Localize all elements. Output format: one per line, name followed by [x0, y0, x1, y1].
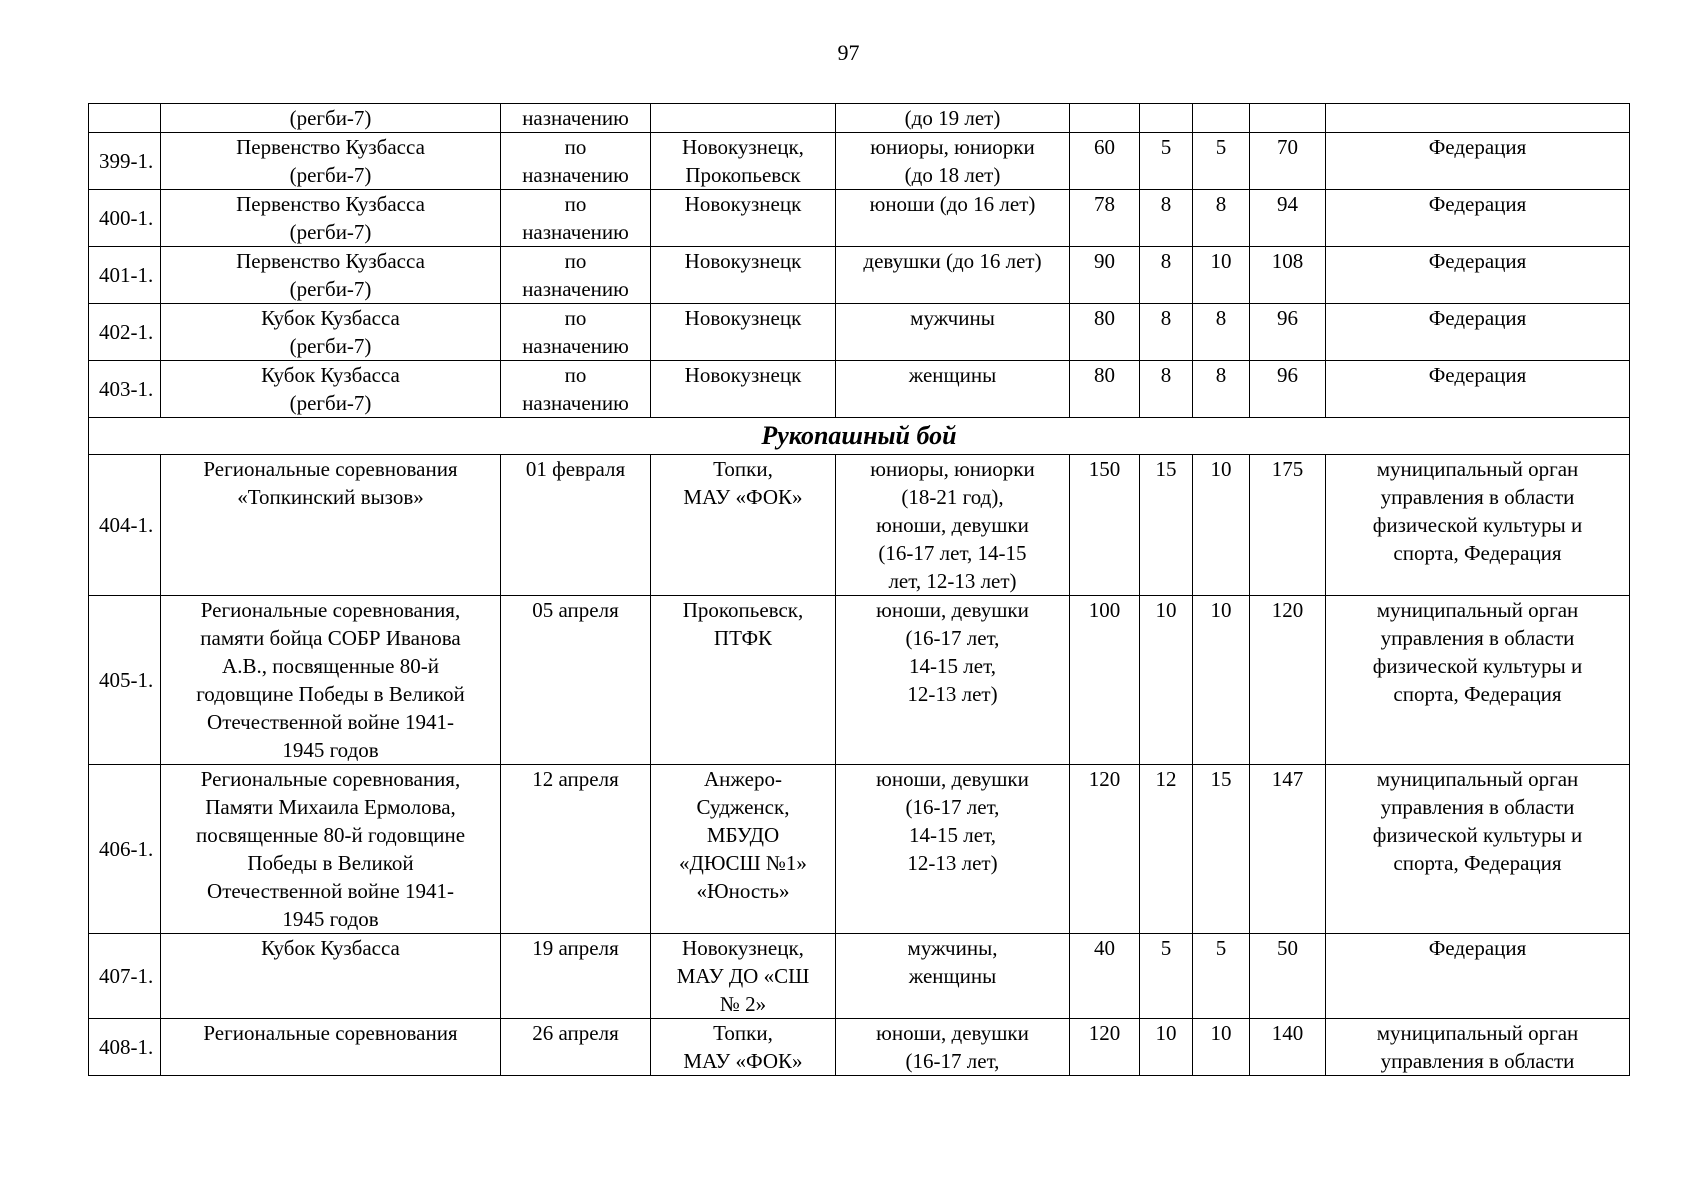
section-header-row [89, 418, 1630, 455]
event-date: 26 апреля [501, 1019, 651, 1076]
participants-count: 60 [1070, 133, 1140, 190]
event-venue [651, 104, 836, 133]
participants-count [1070, 104, 1140, 133]
participants-count: 80 [1070, 304, 1140, 361]
events-table-body [89, 104, 1630, 1076]
event-participants: (до 19 лет) [836, 104, 1070, 133]
event-participants: юниоры, юниорки (18-21 год), юноши, девушки (16-17 лет, 14-15 лет, 12-13 лет) [836, 455, 1070, 596]
organizer: Федерация [1326, 304, 1630, 361]
event-participants: мужчины [836, 304, 1070, 361]
event-date: по назначению [501, 247, 651, 304]
staff-count: 8 [1193, 304, 1250, 361]
judges-count: 8 [1140, 304, 1193, 361]
total-count: 94 [1250, 190, 1326, 247]
judges-count: 8 [1140, 190, 1193, 247]
event-venue: Новокузнецк [651, 361, 836, 418]
judges-count [1140, 104, 1193, 133]
event-date: по назначению [501, 190, 651, 247]
event-participants: юноши (до 16 лет) [836, 190, 1070, 247]
staff-count: 10 [1193, 455, 1250, 596]
event-name: Региональные соревнования, Памяти Михаила Ермолова, посвященные 80-й годовщине Победы в Великой Отечественной войне 1941- 1945 годов [161, 765, 501, 934]
judges-count: 5 [1140, 934, 1193, 1019]
event-date: 12 апреля [501, 765, 651, 934]
table-row [89, 596, 1630, 765]
event-participants: юноши, девушки (16-17 лет, [836, 1019, 1070, 1076]
event-date: по назначению [501, 133, 651, 190]
event-name: Первенство Кузбасса (регби-7) [161, 247, 501, 304]
participants-count: 150 [1070, 455, 1140, 596]
table-row [89, 1019, 1630, 1076]
judges-count: 12 [1140, 765, 1193, 934]
event-number: 403-1. [89, 361, 161, 418]
organizer: Федерация [1326, 247, 1630, 304]
judges-count: 10 [1140, 596, 1193, 765]
staff-count [1193, 104, 1250, 133]
total-count: 96 [1250, 361, 1326, 418]
event-date: 01 февраля [501, 455, 651, 596]
event-number: 404-1. [89, 455, 161, 596]
page-number: 97 [837, 40, 860, 65]
judges-count: 5 [1140, 133, 1193, 190]
judges-count: 15 [1140, 455, 1193, 596]
organizer: Федерация [1326, 133, 1630, 190]
table-row [89, 190, 1630, 247]
event-participants: мужчины, женщины [836, 934, 1070, 1019]
event-name: Кубок Кузбасса (регби-7) [161, 304, 501, 361]
total-count [1250, 104, 1326, 133]
participants-count: 120 [1070, 765, 1140, 934]
event-date: по назначению [501, 361, 651, 418]
participants-count: 40 [1070, 934, 1140, 1019]
staff-count: 10 [1193, 596, 1250, 765]
total-count: 70 [1250, 133, 1326, 190]
total-count: 96 [1250, 304, 1326, 361]
judges-count: 8 [1140, 361, 1193, 418]
staff-count: 15 [1193, 765, 1250, 934]
events-table [88, 103, 1630, 1076]
staff-count: 10 [1193, 1019, 1250, 1076]
event-name: (регби-7) [161, 104, 501, 133]
event-number: 402-1. [89, 304, 161, 361]
staff-count: 5 [1193, 133, 1250, 190]
event-number: 399-1. [89, 133, 161, 190]
event-name: Первенство Кузбасса (регби-7) [161, 190, 501, 247]
event-name: Первенство Кузбасса (регби-7) [161, 133, 501, 190]
participants-count: 120 [1070, 1019, 1140, 1076]
organizer: муниципальный орган управления в области физической культуры и спорта, Федерация [1326, 596, 1630, 765]
participants-count: 78 [1070, 190, 1140, 247]
table-row [89, 934, 1630, 1019]
participants-count: 100 [1070, 596, 1140, 765]
event-date: назначению [501, 104, 651, 133]
section-title: Рукопашный бой [89, 418, 1630, 455]
event-date: 05 апреля [501, 596, 651, 765]
event-venue: Топки, МАУ «ФОК» [651, 455, 836, 596]
event-participants: женщины [836, 361, 1070, 418]
event-venue: Топки, МАУ «ФОК» [651, 1019, 836, 1076]
staff-count: 8 [1193, 361, 1250, 418]
organizer: муниципальный орган управления в области физической культуры и спорта, Федерация [1326, 765, 1630, 934]
event-number: 401-1. [89, 247, 161, 304]
event-venue: Новокузнецк [651, 247, 836, 304]
table-row [89, 247, 1630, 304]
judges-count: 10 [1140, 1019, 1193, 1076]
table-row [89, 133, 1630, 190]
total-count: 108 [1250, 247, 1326, 304]
organizer: Федерация [1326, 934, 1630, 1019]
total-count: 140 [1250, 1019, 1326, 1076]
table-row [89, 304, 1630, 361]
staff-count: 5 [1193, 934, 1250, 1019]
event-number: 408-1. [89, 1019, 161, 1076]
organizer: муниципальный орган управления в области [1326, 1019, 1630, 1076]
participants-count: 80 [1070, 361, 1140, 418]
organizer: Федерация [1326, 361, 1630, 418]
event-name: Региональные соревнования, памяти бойца СОБР Иванова А.В., посвященные 80-й годовщине Победы в Великой Отечественной войне 1941- 1945 годов [161, 596, 501, 765]
event-number: 400-1. [89, 190, 161, 247]
event-number: 405-1. [89, 596, 161, 765]
event-venue: Новокузнецк, МАУ ДО «СШ № 2» [651, 934, 836, 1019]
judges-count: 8 [1140, 247, 1193, 304]
table-row [89, 765, 1630, 934]
event-participants: юноши, девушки (16-17 лет, 14-15 лет, 12-13 лет) [836, 596, 1070, 765]
event-number: 407-1. [89, 934, 161, 1019]
event-name: Региональные соревнования [161, 1019, 501, 1076]
table-row [89, 455, 1630, 596]
event-venue: Новокузнецк, Прокопьевск [651, 133, 836, 190]
event-participants: юноши, девушки (16-17 лет, 14-15 лет, 12-13 лет) [836, 765, 1070, 934]
event-date: 19 апреля [501, 934, 651, 1019]
event-number [89, 104, 161, 133]
total-count: 175 [1250, 455, 1326, 596]
event-date: по назначению [501, 304, 651, 361]
total-count: 120 [1250, 596, 1326, 765]
table-row [89, 104, 1630, 133]
event-number: 406-1. [89, 765, 161, 934]
event-venue: Прокопьевск, ПТФК [651, 596, 836, 765]
total-count: 147 [1250, 765, 1326, 934]
table-row [89, 361, 1630, 418]
total-count: 50 [1250, 934, 1326, 1019]
organizer: муниципальный орган управления в области физической культуры и спорта, Федерация [1326, 455, 1630, 596]
event-venue: Новокузнецк [651, 304, 836, 361]
event-participants: юниоры, юниорки (до 18 лет) [836, 133, 1070, 190]
event-name: Кубок Кузбасса [161, 934, 501, 1019]
event-participants: девушки (до 16 лет) [836, 247, 1070, 304]
event-name: Кубок Кузбасса (регби-7) [161, 361, 501, 418]
organizer: Федерация [1326, 190, 1630, 247]
event-name: Региональные соревнования «Топкинский вызов» [161, 455, 501, 596]
staff-count: 10 [1193, 247, 1250, 304]
organizer [1326, 104, 1630, 133]
event-venue: Новокузнецк [651, 190, 836, 247]
event-venue: Анжеро- Судженск, МБУДО «ДЮСШ №1» «Юность» [651, 765, 836, 934]
staff-count: 8 [1193, 190, 1250, 247]
participants-count: 90 [1070, 247, 1140, 304]
